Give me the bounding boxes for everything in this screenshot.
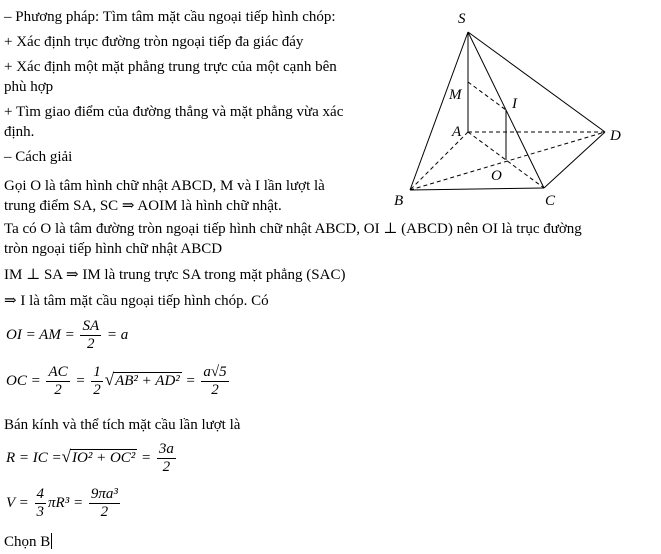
formula-oc <box>6 364 231 399</box>
formula-v-num1: 4 <box>36 486 45 502</box>
method-heading: – Phương pháp: Tìm tâm mặt cầu ngoại tiếp hình chóp: <box>4 9 336 25</box>
formula-v <box>6 486 122 521</box>
formula-oc-eq: = <box>75 372 86 389</box>
pyramid-figure <box>385 0 661 209</box>
method-step-3-line-2: định. <box>4 124 35 140</box>
label-C: C <box>545 193 556 209</box>
formula-oc-den3: 2 <box>211 382 219 398</box>
solution-p4: ⇒ I là tâm mặt cầu ngoại tiếp hình chóp. Có <box>4 293 269 309</box>
label-S: S <box>458 11 466 27</box>
formula-v-den2: 2 <box>100 504 109 520</box>
formula-oc-num2: 1 <box>93 364 101 380</box>
formula-r <box>6 441 178 476</box>
solution-p1-line-2: trung điểm SA, SC ⇒ AOIM là hình chữ nhật. <box>4 198 282 214</box>
formula-oi-den: 2 <box>87 336 95 352</box>
formula-oi-rhs: = a <box>106 326 129 343</box>
formula-v-lhs: V = <box>6 494 29 511</box>
formula-oc-den1: 2 <box>54 382 62 398</box>
radius-volume-text: Bán kính và thể tích mặt cầu lần lượt là <box>4 417 241 433</box>
solution-p1-line-1: Gọi O là tâm hình chữ nhật ABCD, M và I lần lượt là <box>4 178 325 194</box>
edge-CD <box>544 132 605 188</box>
formula-oc-radicand: AB² + AD² <box>115 372 180 389</box>
edge-BC <box>410 188 544 190</box>
formula-oi <box>6 318 128 353</box>
edge-SB <box>410 32 468 190</box>
solution-p2-line-1: Ta có O là tâm đường tròn ngoại tiếp hình chữ nhật ABCD, OI ⊥ (ABCD) nên OI là trục đường <box>4 221 582 237</box>
label-I: I <box>512 96 517 112</box>
method-step-2-line-1: + Xác định một mặt phẳng trung trực của một cạnh bên <box>4 59 337 75</box>
text-cursor <box>51 533 52 549</box>
formula-oc-num1: AC <box>48 364 68 380</box>
formula-oc-den2: 2 <box>93 382 101 398</box>
formula-oi-lhs: OI = AM = <box>6 326 75 343</box>
label-A: A <box>452 124 462 140</box>
label-M: M <box>449 87 462 103</box>
answer <box>4 533 52 551</box>
formula-oi-num: SA <box>82 318 100 334</box>
formula-r-radicand: IO² + OC² <box>72 449 136 466</box>
solution-p2-line-2: tròn ngoại tiếp hình chữ nhật ABCD <box>4 241 223 257</box>
label-B: B <box>394 193 404 209</box>
method-step-2-line-2: phù hợp <box>4 79 54 95</box>
solution-p3: IM ⊥ SA ⇒ IM là trung trực SA trong mặt phẳng (SAC) <box>4 267 346 283</box>
segment-MI <box>468 82 506 110</box>
formula-r-num: 3a <box>158 441 174 457</box>
solution-heading: – Cách giải <box>4 149 73 165</box>
formula-oc-num3: a√5 <box>203 364 227 380</box>
method-step-1: + Xác định trục đường tròn ngoại tiếp đa giác đáy <box>4 34 304 50</box>
formula-v-mid: πR³ = <box>48 494 84 511</box>
label-O: O <box>491 168 502 184</box>
formula-r-lhs: R = IC = <box>6 449 62 466</box>
label-D: D <box>610 128 621 144</box>
sqrt-sign: √ <box>104 369 115 389</box>
formula-oc-eq2: = <box>185 372 196 389</box>
formula-v-num2: 9πa³ <box>90 486 118 502</box>
formula-r-den: 2 <box>162 459 171 475</box>
answer-text: Chọn B <box>4 534 51 550</box>
method-step-3-line-1: + Tìm giao điểm của đường thẳng và mặt phẳng vừa xác <box>4 104 344 120</box>
formula-r-eq: = <box>141 449 152 466</box>
edge-BD <box>410 132 605 190</box>
formula-oc-lhs: OC = <box>6 372 41 389</box>
edge-SD <box>468 32 605 132</box>
sqrt-sign: √ <box>61 446 72 466</box>
formula-v-den1: 3 <box>36 504 45 520</box>
